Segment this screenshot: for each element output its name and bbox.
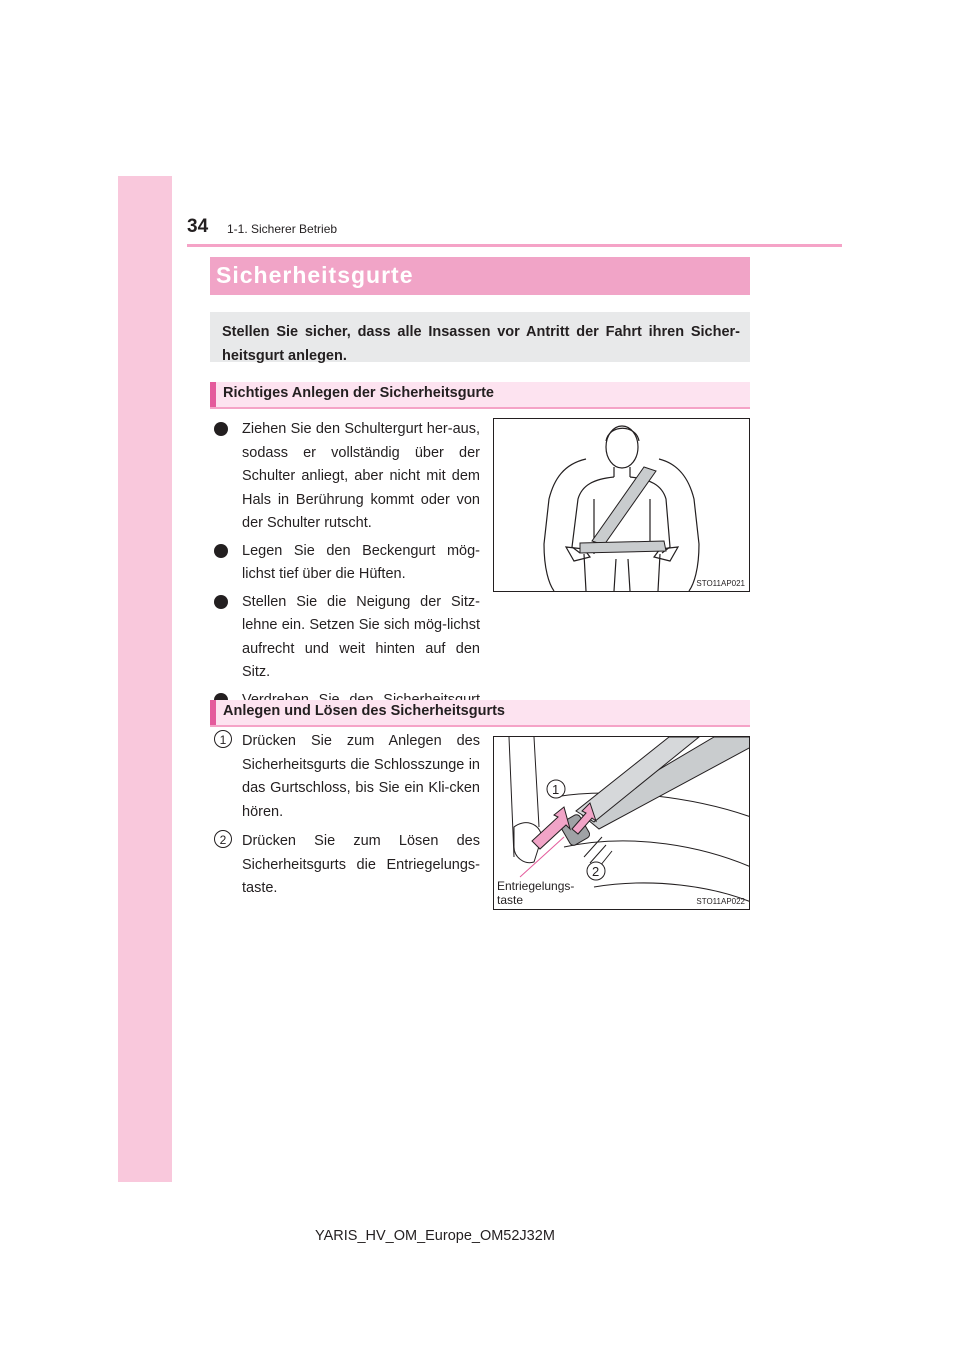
step-list — [210, 730, 480, 907]
title-bar — [210, 257, 750, 295]
bullet-icon — [214, 595, 228, 609]
intro-box — [210, 312, 750, 362]
subheading-buckling-text: Anlegen und Lösen des Sicherheitsgurts — [223, 703, 505, 719]
section-header: 1-1. Sicherer Betrieb — [227, 222, 338, 236]
intro-text: Stellen Sie sicher, dass alle Insassen vor Antritt der Fahrt ihren Sicher-heitsgurt anlegen. — [222, 324, 740, 364]
list-item: Legen Sie den Beckengurt mög-lichst tief über die Hüften. — [210, 540, 480, 587]
list-item: Ziehen Sie den Schultergurt her-aus, sodass er vollständig über der Schulter anliegt, aber nicht mit dem Hals in Berührung kommt oder von der Schulter rutscht. — [210, 418, 480, 536]
subheading-fastening — [210, 382, 750, 409]
seated-occupant-figure — [493, 418, 750, 592]
step-number-icon: 2 — [214, 830, 232, 848]
step-number-icon: 1 — [214, 730, 232, 748]
bullet-icon — [214, 422, 228, 436]
page-title: Sicherheitsgurte — [216, 262, 414, 288]
bullet-list — [210, 418, 480, 740]
subheading-fastening-text: Richtiges Anlegen der Sicherheitsgurte — [223, 385, 494, 401]
callout-2: 2 — [592, 864, 600, 879]
bullet-icon — [214, 544, 228, 558]
figure-code: STO11AP021 — [696, 579, 745, 588]
seated-occupant-illustration — [494, 419, 750, 592]
list-item: 2 Drücken Sie zum Lösen des Sicherheitsgurts die Entriegelungs-taste. — [210, 830, 480, 901]
sidebar-tab — [118, 176, 172, 1182]
subheading-buckling — [210, 700, 750, 727]
callout-1: 1 — [552, 782, 560, 797]
buckle-figure — [493, 736, 750, 910]
page-number: 34 — [187, 216, 209, 237]
figure-code: STO11AP022 — [696, 897, 745, 906]
list-item: Stellen Sie die Neigung der Sitz-lehne ein. Setzen Sie sich mög-lichst aufrecht und weit hinten auf den Sitz. — [210, 591, 480, 685]
header-rule — [187, 244, 842, 247]
list-item: 1 Drücken Sie zum Anlegen des Sicherheitsgurts die Schlosszunge in das Gurtschloss, bis Sie ein Kli-cken hören. — [210, 730, 480, 824]
footer-doc-id: YARIS_HV_OM_Europe_OM52J32M — [315, 1228, 555, 1244]
release-button-label: Entriegelungs- taste — [497, 879, 575, 907]
